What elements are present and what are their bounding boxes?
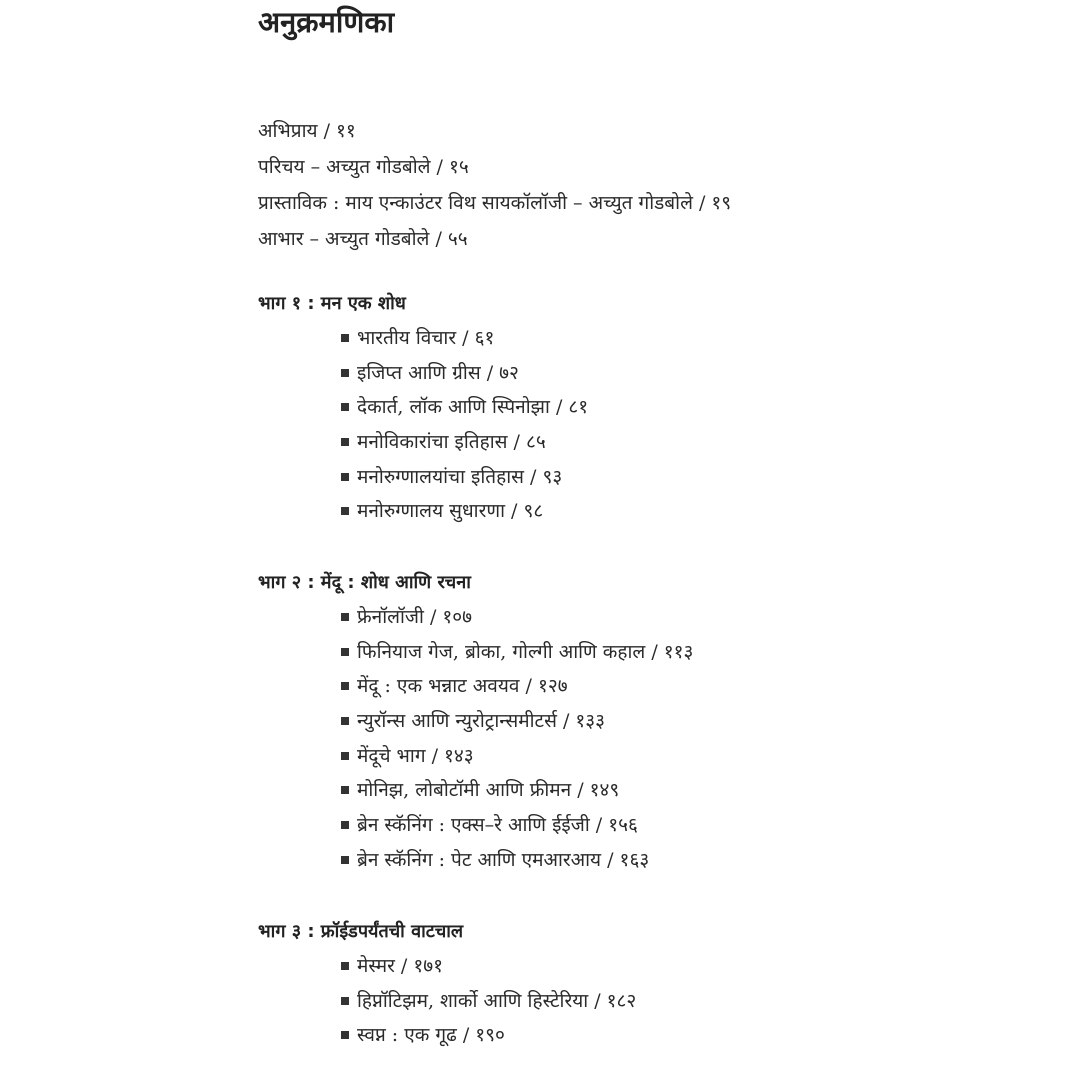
toc-chapter-entry (341, 984, 1058, 1019)
toc-chapter-entry (341, 635, 1058, 670)
bullet-icon (341, 682, 349, 690)
chapter-label: मेस्मर / १७१ (357, 955, 444, 977)
toc-chapter-entry (341, 773, 1058, 808)
toc-chapter-entry (341, 739, 1058, 774)
toc-chapter-entry (341, 460, 1058, 495)
chapter-label: मेंदू : एक भन्नाट अवयव / १२७ (357, 675, 568, 698)
bullet-icon (341, 962, 349, 970)
chapter-label: मनोविकारांचा इतिहास / ८५ (357, 431, 546, 454)
toc-chapter-entry (341, 600, 1058, 635)
bullet-icon (341, 334, 349, 342)
chapter-label: ब्रेन स्कॅनिंग : एक्स–रे आणि ईईजी / १५६ (357, 814, 638, 837)
chapter-label: मनोरुग्णालय सुधारणा / ९८ (357, 500, 544, 523)
chapter-label: भारतीय विचार / ६१ (357, 327, 495, 349)
bullet-icon (341, 403, 349, 411)
bullet-icon (341, 1031, 349, 1039)
toc-chapter-entry (341, 843, 1058, 878)
toc-chapter-entry (341, 669, 1058, 704)
bullet-icon (341, 717, 349, 725)
bullet-icon (341, 438, 349, 446)
bullet-icon (341, 821, 349, 829)
part-heading: भाग १ : मन एक शोध (258, 293, 406, 314)
chapter-list (258, 949, 1058, 1053)
chapter-label: मोनिझ, लोबोटॉमी आणि फ्रीमन / १४९ (357, 779, 620, 802)
front-matter-list (258, 113, 1058, 257)
chapter-label: स्वप्न : एक गूढ / १९० (357, 1024, 505, 1047)
chapter-label: देकार्त, लॉक आणि स्पिनोझा / ८१ (357, 396, 589, 419)
toc-entry-introduction: परिचय – अच्युत गोडबोले / १५ (258, 156, 469, 178)
toc-chapter-entry (341, 425, 1058, 460)
chapter-list (258, 321, 1058, 529)
chapter-label: ब्रेन स्कॅनिंग : पेट आणि एमआरआय / १६३ (357, 848, 650, 871)
chapter-label: मेंदूचे भाग / १४३ (357, 744, 474, 767)
toc-part-3 (258, 915, 1058, 1053)
chapter-label: हिप्नॉटिझम, शार्को आणि हिस्टेरिया / १८२ (357, 989, 637, 1012)
chapter-label: न्युरॉन्स आणि न्युरोट्रान्समीटर्स / १३३ (357, 710, 606, 733)
chapter-label: फ्रेनॉलॉजी / १०७ (357, 606, 473, 628)
part-heading: भाग २ : मेंदू : शोध आणि रचना (258, 572, 471, 593)
bullet-icon (341, 507, 349, 515)
chapter-label: फिनियाज गेज, ब्रोका, गोल्गी आणि कहाल / ११३ (357, 640, 694, 663)
toc-chapter-entry (341, 390, 1058, 425)
bullet-icon (341, 786, 349, 794)
toc-chapter-entry (341, 1018, 1058, 1053)
chapter-label: मनोरुग्णालयांचा इतिहास / ९३ (357, 465, 563, 488)
toc-part-2 (258, 566, 1058, 878)
toc-chapter-entry (341, 704, 1058, 739)
toc-chapter-entry (341, 949, 1058, 984)
toc-entry-acknowledgements: आभार – अच्युत गोडबोले / ५५ (258, 228, 468, 250)
bullet-icon (341, 473, 349, 481)
chapter-list (258, 600, 1058, 878)
bullet-icon (341, 648, 349, 656)
toc-chapter-entry (341, 321, 1058, 356)
toc-chapter-entry (341, 808, 1058, 843)
toc-chapter-entry (341, 356, 1058, 391)
part-heading: भाग ३ : फ्रॉईडपर्यंतची वाटचाल (258, 921, 464, 942)
page-title: अनुक्रमणिका (258, 5, 395, 39)
chapter-label: इजिप्त आणि ग्रीस / ७२ (357, 361, 519, 384)
toc-chapter-entry (341, 494, 1058, 529)
bullet-icon (341, 613, 349, 621)
toc-entry-foreword: अभिप्राय / ११ (258, 120, 356, 142)
toc-part-1 (258, 287, 1058, 529)
bullet-icon (341, 752, 349, 760)
bullet-icon (341, 997, 349, 1005)
bullet-icon (341, 369, 349, 377)
bullet-icon (341, 856, 349, 864)
toc-entry-preface: प्रास्ताविक : माय एन्काउंटर विथ सायकॉलॉजी – अच्युत गोडबोले / १९ (258, 192, 732, 214)
